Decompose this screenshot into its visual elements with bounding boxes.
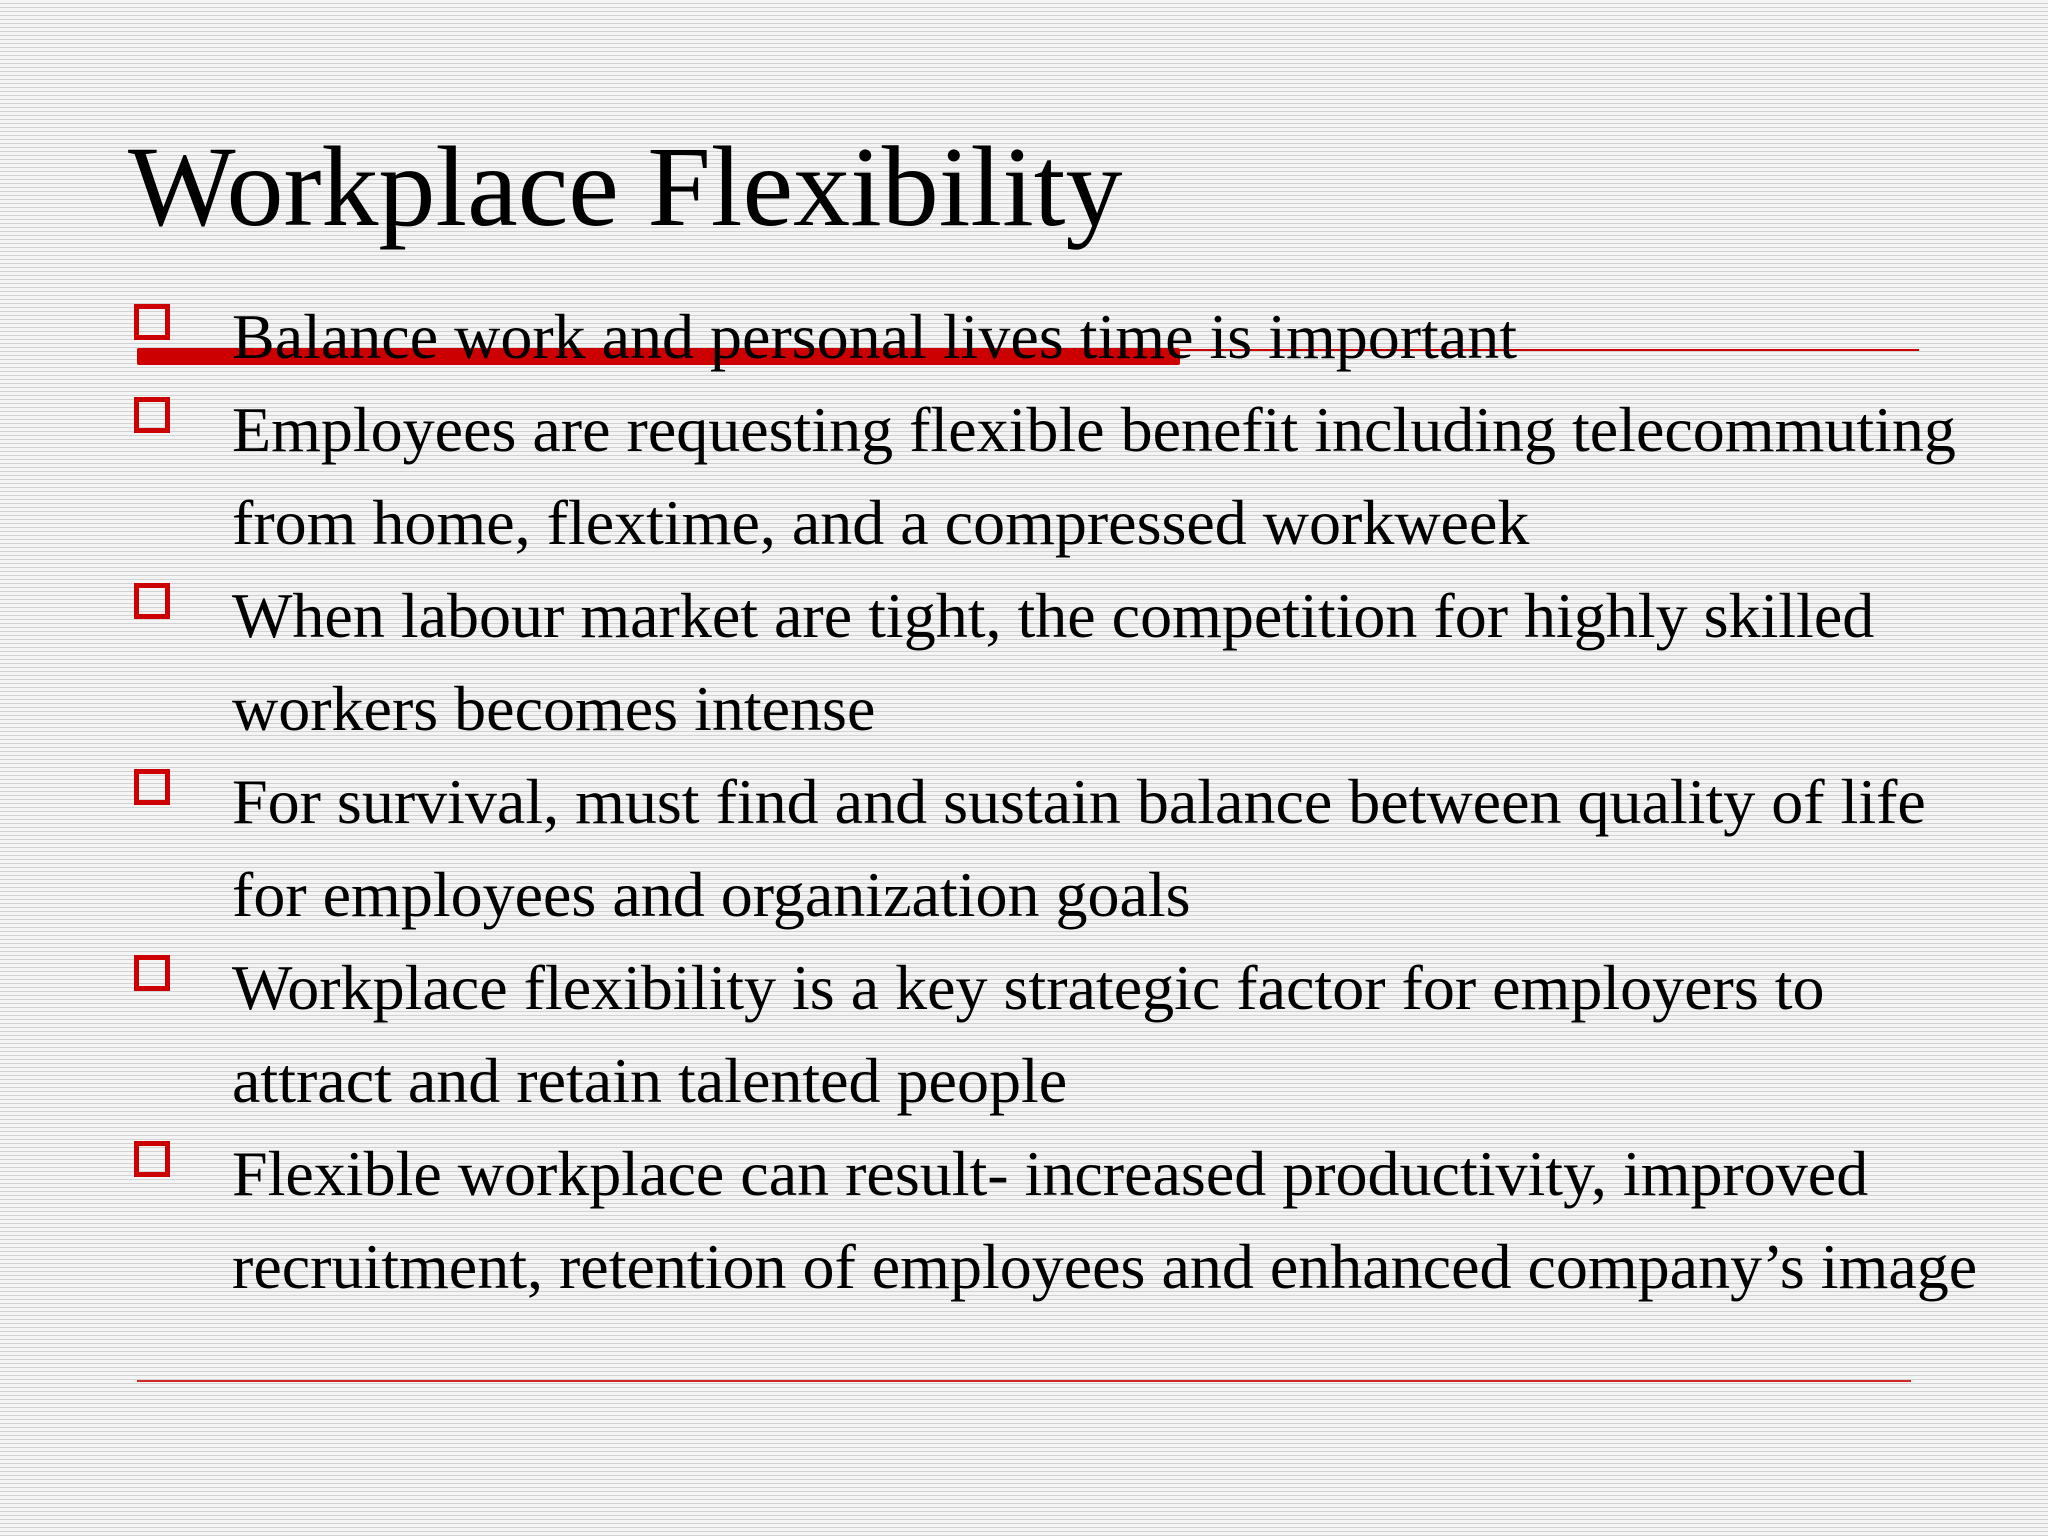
bullet-list	[0, 290, 2048, 1313]
bullet-item	[0, 569, 2048, 755]
bullet-text: Employees are requesting flexible benefit including telecommuting from home, flextime, and a compressed workweek	[232, 394, 1956, 558]
slide-title: Workplace Flexibility	[128, 123, 1123, 250]
hollow-square-icon	[134, 955, 170, 991]
bullet-item	[0, 755, 2048, 941]
bullet-text: When labour market are tight, the competition for highly skilled workers becomes intense	[232, 580, 1875, 744]
red-divider-line-bottom	[137, 1380, 1911, 1382]
hollow-square-icon	[134, 397, 170, 433]
bullet-text: Flexible workplace can result- increased productivity, improved recruitment, retention of employees and enhanced company’s image	[232, 1138, 1978, 1302]
bullet-text: Balance work and personal lives time is important	[232, 301, 1517, 372]
bullet-item	[0, 1127, 2048, 1313]
hollow-square-icon	[134, 583, 170, 619]
hollow-square-icon	[134, 304, 170, 340]
bullet-text: Workplace flexibility is a key strategic factor for employers to attract and retain talented people	[232, 952, 1825, 1116]
hollow-square-icon	[134, 769, 170, 805]
bullet-item	[0, 941, 2048, 1127]
bullet-text: For survival, must find and sustain balance between quality of life for employees and organization goals	[232, 766, 1926, 930]
bullet-item	[0, 290, 2048, 383]
hollow-square-icon	[134, 1141, 170, 1177]
bullet-item	[0, 383, 2048, 569]
